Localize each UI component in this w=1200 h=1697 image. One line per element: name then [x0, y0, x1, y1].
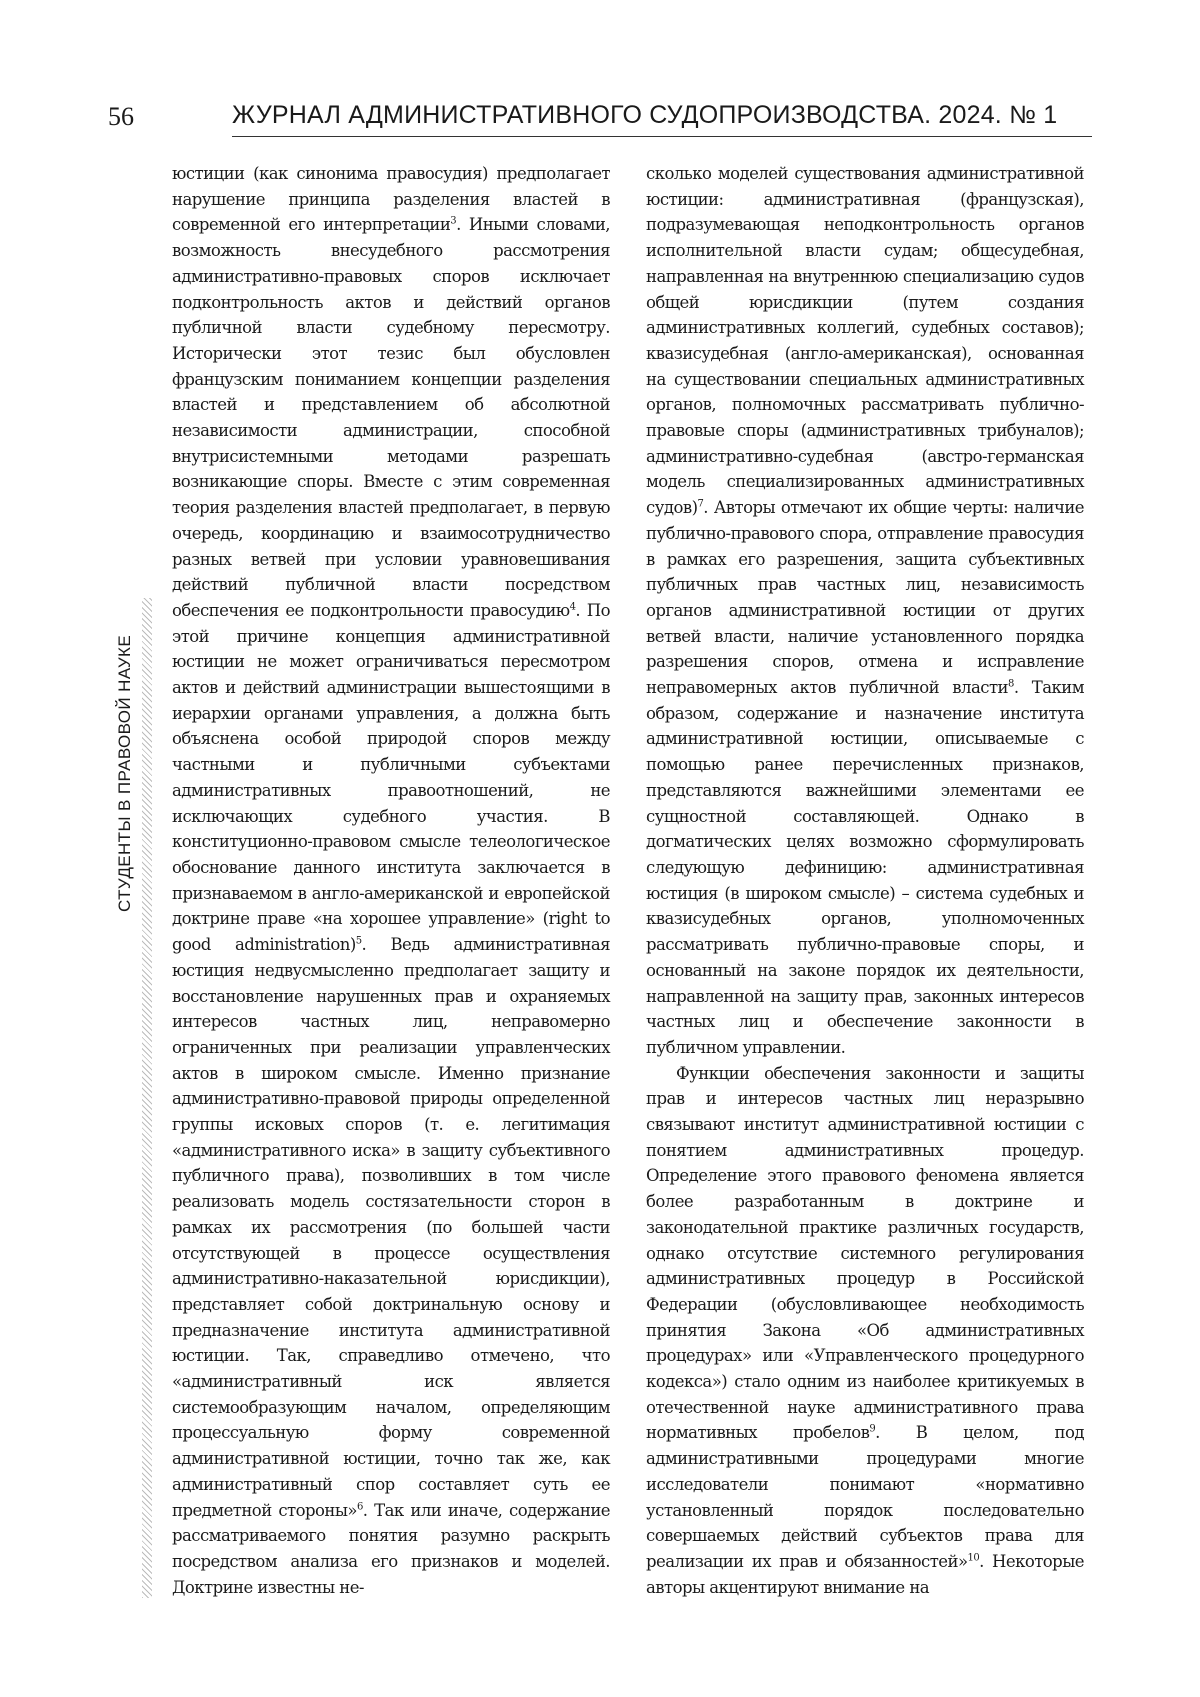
header-rule: [232, 136, 1092, 137]
paragraph: [172, 161, 610, 1600]
text-run: . Таким образом, содержание и назначение института административной юстиции, описываемые с помощью ранее перечисленных признаков, представляются важнейшими элементами ее сущностной составляющей. Однако в догматических целях возможно сформулировать следующую дефиницию: административная юстиция (в широком смысле) – система судебных и квазисудебных органов, уполномоченных рассматривать публично-правовые споры, и основанный на законе порядок их деятельности, направленной на защиту прав, законных интересов частных лиц и обеспечение законности в публичном управлении.: [646, 678, 1084, 1057]
left-column: [172, 161, 610, 1600]
page-number: 56: [108, 100, 134, 134]
text-run: сколько моделей существования административной юстиции: административная (французская), подразумевающая неподконтрольность органов исполнительной власти судам; общесудебная, направленная на внутреннюю специализацию судов общей юрисдикции (путем создания административных коллегий, судебных составов); квазисудебная (англо-американская), основанная на существовании специальных административных органов, полномочных рассматривать публично-правовые споры (административных трибуналов); административно-судебная (австро-германская модель специализированных административных судов): [646, 164, 1084, 517]
footnote-ref-7: 7: [697, 499, 703, 510]
footnote-ref-5: 5: [356, 936, 362, 947]
text-run: . Иными словами, возможность внесудебного рассмотрения административно-правовых споров исключает подконтрольность актов и действий органов публичной власти судебному пересмотру. Исторически этот тезис был обусловлен французским пониманием концепции разделения властей и представлением об абсолютной независимости администрации, способной внутрисистемными методами разрешать возникающие споры. Вместе с этим современная теория разделения властей предполагает, в первую очередь, координацию и взаимосотрудничество разных ветвей при условии уравновешивания действий публичной власти посредством обеспечения ее подконтрольности правосудию: [172, 215, 610, 620]
side-hatch-rail: [142, 598, 152, 1598]
right-column: [646, 161, 1084, 1600]
text-run: Функции обеспечения законности и защиты прав и интересов частных лиц неразрывно связывают институт административной юстиции с понятием административных процедур. Определение этого правового феномена является более разработанным в доктрине и законодательной практике различных государств, однако отсутствие системного регулирования административных процедур в Российской Федерации (обусловливающее необходимость принятия Закона «Об административных процедурах» или «Управленческого процедурного кодекса») стало одним из наиболее критикуемых в отечественной науке административного права нормативных пробелов: [646, 1064, 1084, 1443]
text-run: . Некоторые авторы акцентируют внимание на: [646, 1552, 1084, 1597]
text-run: . По этой причине концепция административной юстиции не может ограничиваться пересмотром актов и действий администрации вышестоящими в иерархии органами управления, а должна быть объяснена особой природой споров между частными и публичными субъектами административных правоотношений, не исключающих судебного участия. В конституционно-правовом смысле телеологическое обоснование данного института заключается в признаваемом в англо-американской и европейской доктрине праве «на хорошее управление» (right to good administration): [172, 601, 610, 954]
text-run: юстиции (как синонима правосудия) предполагает нарушение принципа разделения властей в современной его интерпретации: [172, 164, 610, 234]
paragraph: [646, 1061, 1084, 1601]
footnote-ref-10: 10: [968, 1552, 980, 1563]
footnote-ref-4: 4: [570, 601, 576, 612]
text-run: . Так или иначе, содержание рассматриваемого понятия разумно раскрыть посредством анализа его признаков и моделей. Доктрине известны не-: [172, 1501, 610, 1597]
text-run: . В целом, под административными процедурами многие исследователи понимают «нормативно установленный порядок последовательно совершаемых действий субъектов права для реализации их прав и обязанностей»: [646, 1423, 1084, 1571]
text-run: . Ведь административная юстиция недвусмысленно предполагает защиту и восстановление нарушенных прав и охраняемых интересов частных лиц, неправомерно ограниченных при реализации управленческих актов в широком смысле. Именно признание административно-правовой природы определенной группы исковых споров (т. е. легитимация «административного иска» в защиту субъективного публичного права), позволивших в том числе реализовать модель состязательности сторон в рамках их рассмотрения (по большей части отсутствующей в процессе осуществления административно-наказательной юрисдикции), представляет собой доктринальную основу и предназначение института административной юстиции. Так, справедливо отмечено, что «административный иск является системообразующим началом, определяющим процессуальную форму современной административной юстиции, точно так же, как административный спор составляет суть ее предметной стороны»: [172, 935, 610, 1519]
footnote-ref-9: 9: [869, 1424, 875, 1435]
section-label: СТУДЕНТЫ В ПРАВОВОЙ НАУКЕ: [114, 635, 136, 912]
footnote-ref-6: 6: [357, 1501, 363, 1512]
footnote-ref-3: 3: [450, 216, 456, 227]
journal-header: ЖУРНАЛ АДМИНИСТРАТИВНОГО СУДОПРОИЗВОДСТВА. 2024. № 1: [232, 96, 974, 134]
footnote-ref-8: 8: [1008, 679, 1014, 690]
text-run: . Авторы отмечают их общие черты: наличие публично-правового спора, отправление правосудия в рамках его разрешения, защита субъективных публичных прав частных лиц, независимость органов административной юстиции от других ветвей власти, наличие установленного порядка разрешения споров, отмена и исправление неправомерных актов публичной власти: [646, 498, 1084, 697]
paragraph: [646, 161, 1084, 1061]
